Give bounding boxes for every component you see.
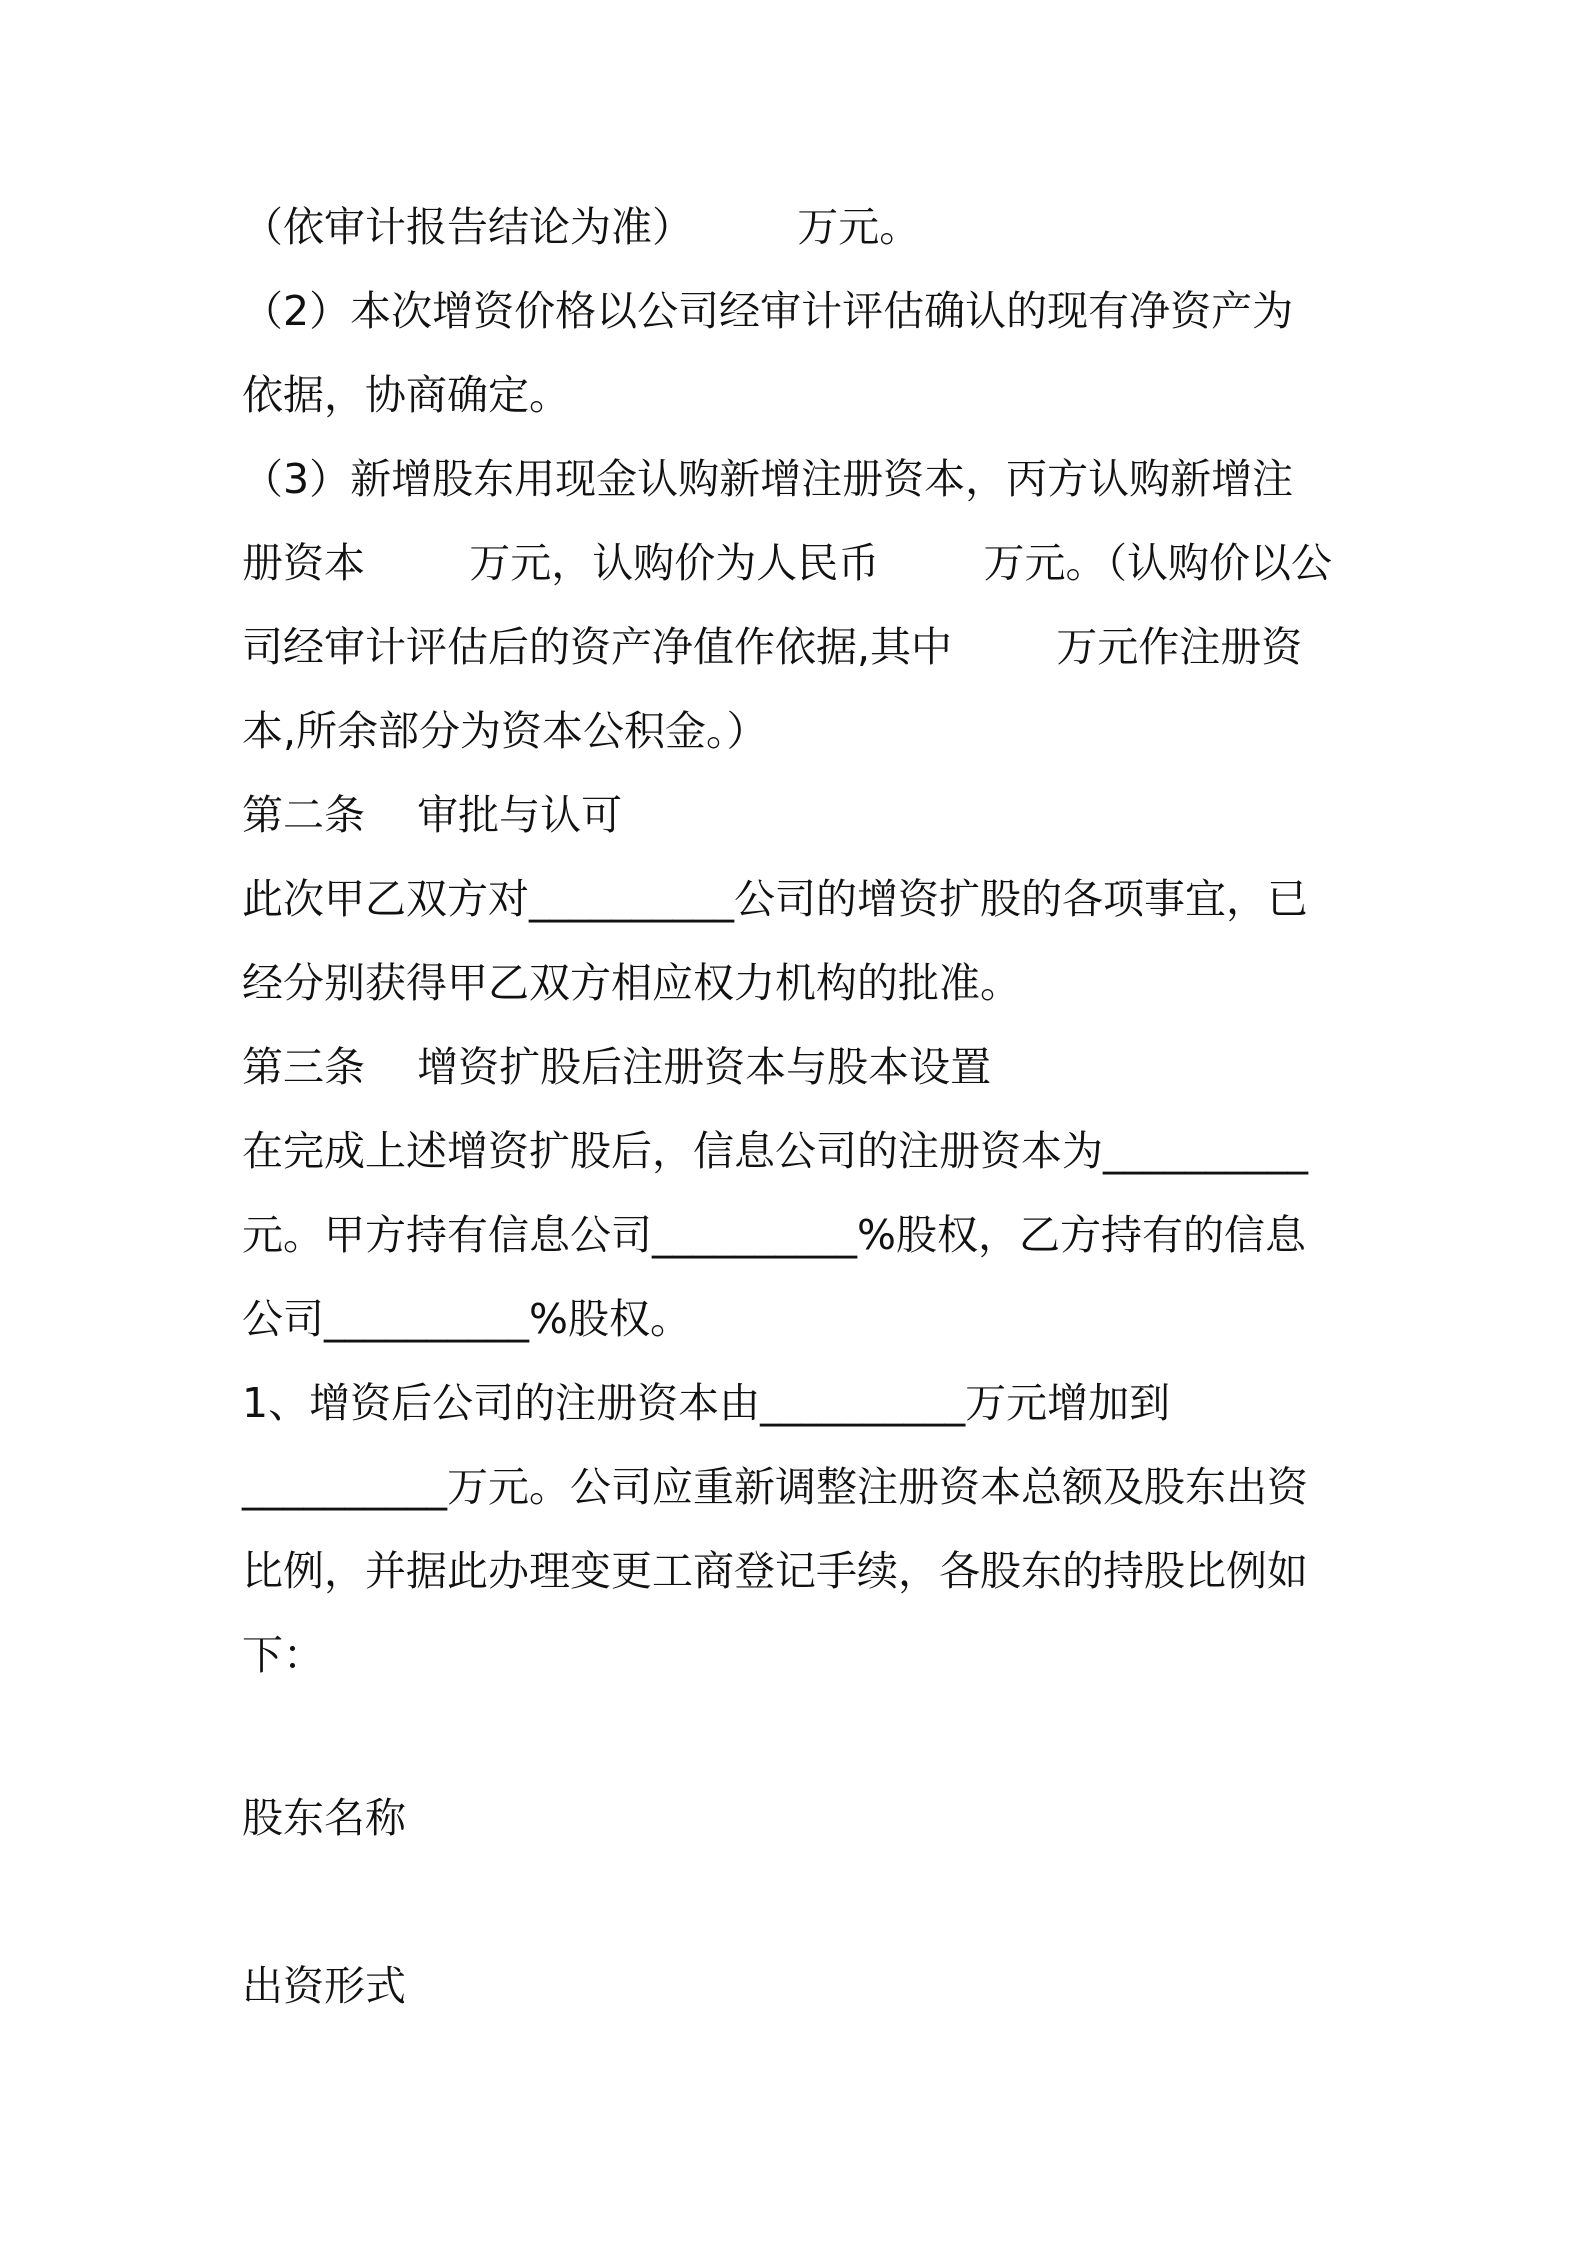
paragraph-line: （2）本次增资价格以公司经审计评估确认的现有净资产为 bbox=[242, 287, 1294, 335]
paragraph-line: 本,所余部分为资本公积金。） bbox=[242, 707, 768, 755]
paragraph-line: 册资本 万元，认购价为人民币 万元。（认购价以公 bbox=[242, 539, 1333, 587]
paragraph-line: 司经审计评估后的资产净值作依据,其中 万元作注册资 bbox=[242, 623, 1303, 671]
paragraph-line: 比例，并据此办理变更工商登记手续，各股东的持股比例如 bbox=[242, 1547, 1308, 1595]
paragraph-line: （3）新增股东用现金认购新增注册资本，丙方认购新增注 bbox=[242, 455, 1294, 503]
paragraph-line: 元。甲方持有信息公司__________%股权，乙方持有的信息 bbox=[242, 1211, 1306, 1259]
paragraph-line: 下： bbox=[242, 1631, 324, 1679]
paragraph-line: 在完成上述增资扩股后，信息公司的注册资本为__________ bbox=[242, 1127, 1308, 1175]
paragraph-line: __________万元。公司应重新调整注册资本总额及股东出资 bbox=[242, 1463, 1308, 1511]
paragraph-line: 此次甲乙双方对__________公司的增资扩股的各项事宜，已 bbox=[242, 875, 1308, 923]
article-heading: 第三条 增资扩股后注册资本与股本设置 bbox=[242, 1043, 992, 1091]
paragraph-line: 依据，协商确定。 bbox=[242, 371, 570, 419]
paragraph-line: 公司__________%股权。 bbox=[242, 1295, 691, 1343]
table-label-contribution-form: 出资形式 bbox=[242, 1962, 406, 2010]
paragraph-line: 经分别获得甲乙双方相应权力机构的批准。 bbox=[242, 959, 1021, 1007]
paragraph-line: （依审计报告结论为准） 万元。 bbox=[242, 203, 921, 251]
table-label-shareholder-name: 股东名称 bbox=[242, 1794, 406, 1842]
paragraph-line: 1、增资后公司的注册资本由__________万元增加到 bbox=[242, 1379, 1171, 1427]
article-heading: 第二条 审批与认可 bbox=[242, 791, 623, 839]
